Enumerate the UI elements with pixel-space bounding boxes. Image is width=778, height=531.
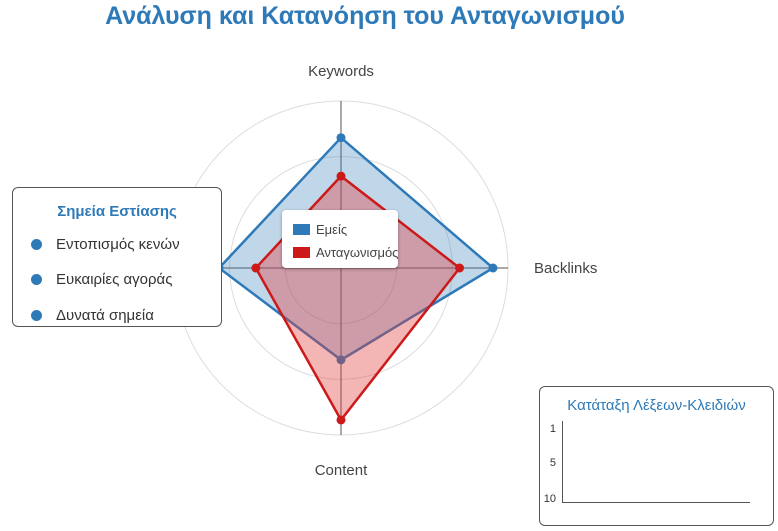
focus-item-label: Ευκαιρίες αγοράς [56, 271, 173, 288]
legend-item-competition[interactable] [293, 243, 398, 261]
radar-data-point [337, 415, 346, 424]
radar-axis-label: Backlinks [534, 260, 598, 277]
legend-swatch-us [293, 224, 310, 235]
focus-item [31, 271, 172, 288]
y-tick-label: 1 [549, 423, 556, 435]
legend-swatch-competition [293, 247, 310, 258]
focus-panel-title: Σημεία Εστίασης [57, 203, 177, 220]
y-tick-label: 10 [543, 493, 556, 505]
focus-item-label: Εντοπισμός κενών [56, 236, 180, 253]
legend-label-us: Εμείς [316, 221, 348, 237]
focus-points-panel [12, 187, 222, 327]
radar-data-point [455, 264, 464, 273]
ranking-chart-title: Κατάταξη Λέξεων-Κλειδιών [567, 397, 746, 414]
focus-item [31, 307, 154, 324]
radar-data-point [337, 133, 346, 142]
radar-axis-label: Content [314, 462, 368, 479]
bullet-dot-icon [31, 310, 42, 321]
bullet-dot-icon [31, 239, 42, 250]
radar-data-point [337, 172, 346, 181]
legend-item-us[interactable] [293, 220, 347, 238]
ranking-x-axis [562, 502, 750, 503]
radar-axis-label: Keywords [308, 63, 374, 80]
bullet-dot-icon [31, 274, 42, 285]
focus-item-label: Δυνατά σημεία [56, 307, 154, 324]
y-tick-label: 5 [549, 457, 556, 469]
radar-data-point [251, 264, 260, 273]
keyword-ranking-panel [539, 386, 774, 526]
focus-item [31, 236, 180, 253]
radar-data-point [488, 264, 497, 273]
ranking-y-axis [562, 421, 563, 503]
radar-legend [282, 210, 398, 268]
legend-label-competition: Ανταγωνισμός [316, 244, 399, 260]
chart-title: Ανάλυση και Κατανόηση του Ανταγωνισμού [105, 2, 625, 30]
